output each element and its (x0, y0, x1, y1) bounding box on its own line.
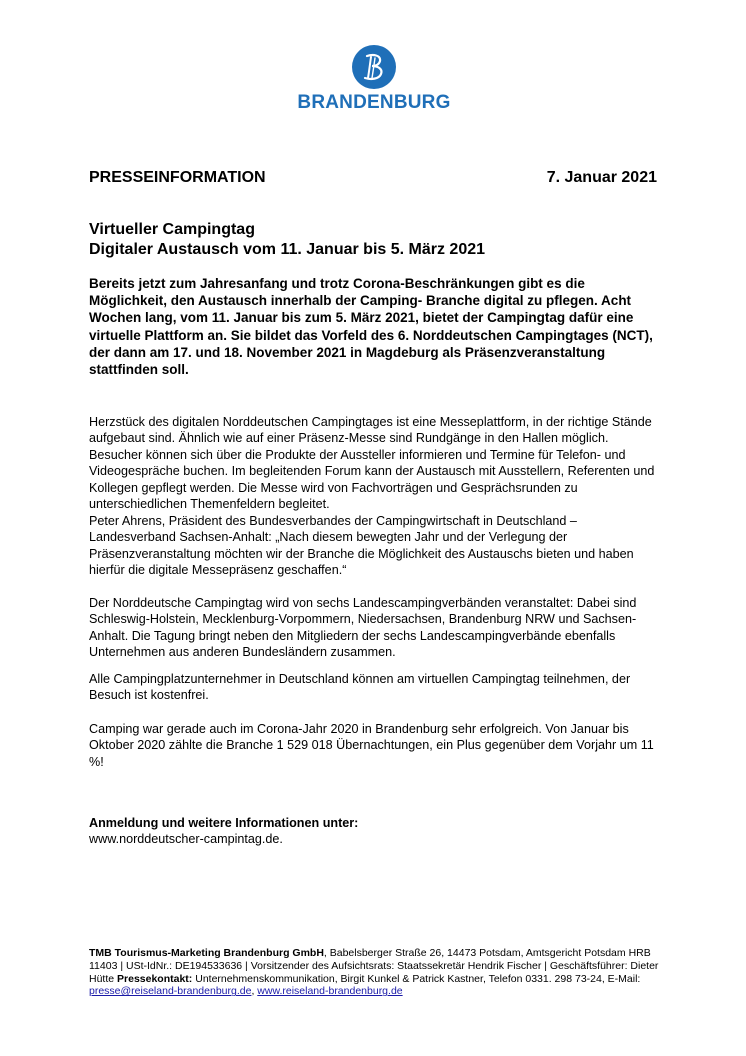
press-label: PRESSEINFORMATION (89, 169, 266, 186)
body-paragraph-1: Herzstück des digitalen Norddeutschen Campingtages ist eine Messeplattform, in der richtige Stände aufgebaut sind. Ähnlich wie auf einer Präsenz-Messe sind Rundgänge in den Hallen möglich. Besucher können sich über die Produkte der Aussteller informieren und Termine für Telefon- und Videogespräche buchen. Im begleitenden Forum kann der Austausch mit Ausstellern, Referenten und Kollegen gepflegt werden. Die Messe wird von Fachvorträgen und Gesprächsrunden zu unterschiedlichen Themenfeldern begleitet. (89, 415, 655, 512)
registration-url: www.norddeutscher-campintag.de. (89, 832, 283, 847)
press-header (89, 169, 657, 187)
b-monogram-icon (351, 44, 397, 90)
footer-website-link[interactable]: www.reiseland-brandenburg.de (257, 985, 403, 998)
body-paragraph-5: Camping war gerade auch im Corona-Jahr 2020 in Brandenburg sehr erfolgreich. Von Januar bis Oktober 2020 zählte die Branche 1 529 018 Übernachtungen, ein Plus gegenüber dem Vorjahr um 11 %! (89, 722, 654, 769)
logo-wordmark: BRANDENBURG (297, 92, 451, 113)
footer-company: TMB Tourismus-Marketing Brandenburg GmbH (89, 947, 324, 959)
body-paragraph-4: Alle Campingplatzunternehmer in Deutschland können am virtuellen Campingtag teilnehmen, der Besuch ist kostenfrei. (89, 672, 631, 703)
body-paragraph-3: Der Norddeutsche Campingtag wird von sechs Landescampingverbänden veranstaltet: Dabei sind Schleswig-Holstein, Mecklenburg-Vorpommern, Niedersachsen, Brandenburg NRW und Sachsen-Anhalt. Die Tagung bringt neben den Mitgliedern der sechs Landescampingverbände ebenfalls Unternehmen aus anderen Bundesländern zusammen. (89, 596, 637, 660)
registration-label: Anmeldung und weitere Informationen unter: (89, 816, 359, 830)
press-date: 7. Januar 2021 (546, 169, 657, 186)
footer-contact-label: Pressekontakt: (117, 972, 193, 985)
registration-info (89, 815, 661, 848)
footer-separator: , (251, 985, 258, 998)
lead-paragraph: Bereits jetzt zum Jahresanfang und trotz Corona-Beschränkungen gibt es die Möglichkeit, den Austausch innerhalb der Camping- Branche digital zu pflegen. Acht Wochen lang, vom 11. Januar bis zum 5. März 2021, bietet der Campingtag dafür eine virtuelle Plattform an. Sie bildet das Vorfeld des 6. Norddeutschen Campingtages (NCT), der dann am 17. und 18. November 2021 in Magdeburg als Präsenzveranstaltung stattfinden soll. (89, 276, 653, 378)
title-line-1: Virtueller Campingtag (89, 221, 255, 238)
article-title (89, 220, 659, 260)
title-line-2: Digitaler Austausch vom 11. Januar bis 5. März 2021 (89, 241, 486, 258)
footer-imprint (89, 947, 661, 998)
brandenburg-logo (293, 44, 455, 114)
footer-email-link[interactable]: presse@reiseland-brandenburg.de (89, 985, 252, 998)
footer-contact-text: Unternehmenskommunikation, Birgit Kunkel & Patrick Kastner, Telefon 0331. 298 73-24, E-Mail: (192, 972, 641, 985)
footer-address: , Babelsberger Straße 26, 14473 Potsdam, Amtsgericht Potsdam HRB 11403 | USt-IdNr.: DE194533636 | Vorsitzender des Aufsichtsrats: Staatssekretär Hendrik Fischer | Geschäftsführer: Dieter Hütte (89, 947, 659, 985)
body-paragraph-2: Peter Ahrens, Präsident des Bundesverbandes der Campingwirtschaft in Deutschland – Landesverband Sachsen-Anhalt: „Nach diesem bewegten Jahr und der Verlegung der Präsenzveranstaltung möchten wir der Branche die Möglichkeit des Austauschs bieten und haben hierfür die digitale Messepräsenz geschaffen.“ (89, 514, 634, 578)
